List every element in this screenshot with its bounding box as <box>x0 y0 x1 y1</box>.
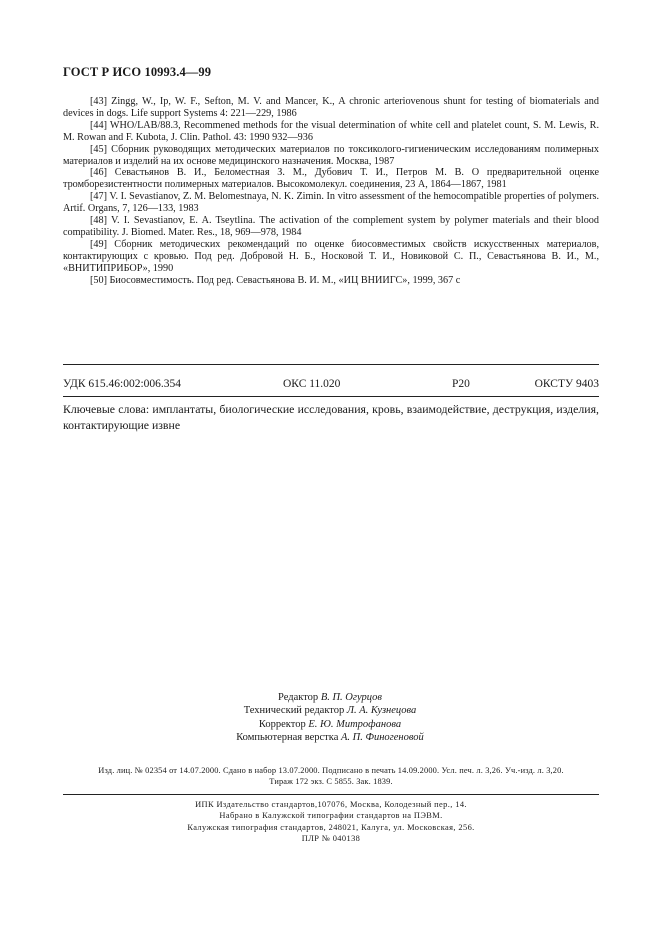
reference-47: [47] V. I. Sevastianov, Z. M. Belomestnaya, N. K. Zimin. In vitro assessment of the hemocompatible properties of polymers. Artif. Organs, 7, 126—133, 1983 <box>63 191 599 215</box>
oks-code: ОКС 11.020 <box>283 378 341 390</box>
staff-line-tech-editor <box>210 704 450 717</box>
printer-line-3: Калужская типография стандартов, 248021, Калуга, ул. Московская, 256. <box>187 822 475 832</box>
reference-43: [43] Zingg, W., Ip, W. F., Sefton, M. V. and Mancer, K., A chronic arteriovenous shunt for testing of biomaterials and devices in dogs. Life support Systems 4: 221—229, 1986 <box>63 96 599 119</box>
staff-line-layout <box>210 731 450 744</box>
reference-44: [44] WHO/LAB/88.3, Recommened methods for the visual determination of white cell and platelet count, S. M. Lewis, R. M. Rowan and F. Kubota, J. Clin. Pathol. 43: 1990 932—936 <box>63 119 599 143</box>
printer-line-2: Набрано в Калужской типографии стандартов на ПЭВМ. <box>219 811 443 821</box>
reference-50: [50] Биосовместимость. Под ред. Севастьянова В. И. М., «ИЦ ВНИИГС», 1999, 367 с <box>90 274 461 286</box>
reference-48: [48] V. I. Sevastianov, E. A. Tseytlina. The activation of the complement system by polymer materials and their blood compatibility. J. Biomed. Mater. Res., 18, 969—978, 1984 <box>63 215 599 238</box>
publication-info <box>63 766 599 787</box>
printer-line-1: ИПК Издательство стандартов,107076, Москва, Колодезный пер., 14. <box>195 800 467 809</box>
divider-middle <box>63 396 599 397</box>
reference-45: [45] Сборник руководящих методических материалов по токсиколого-гигиеническим исследованиям полимерных материалов и изделий на их основе медицинского назначения. Москва, 1987 <box>63 143 599 167</box>
staff-name: Е. Ю. Митрофанова <box>308 718 402 730</box>
printer-line-4: ПЛР № 040138 <box>301 834 361 844</box>
staff-name: Л. А. Кузнецова <box>346 705 417 717</box>
document-header: ГОСТ Р ИСО 10993.4—99 <box>63 65 212 79</box>
staff-role: Редактор <box>278 692 319 703</box>
staff-role: Технический редактор <box>243 705 345 717</box>
divider-bottom <box>63 794 599 795</box>
reference-49: [49] Сборник методических рекомендаций по оценке биосовместимых свойств искусственных материалов, контактирующих с кровью. Под ред. Добровой Н. Б., Носковой Т. И., Новиковой С. П., Севастьянова В. И., М., «ВНИТИПРИБОР», 1990 <box>63 238 599 274</box>
okstu-code: ОКСТУ 9403 <box>534 378 599 390</box>
staff-role: Корректор <box>258 718 306 730</box>
staff-name: В. П. Огурцов <box>320 692 382 703</box>
printer-info <box>63 799 599 845</box>
publication-line-2: Тираж 172 экз. С 5855. Зак. 1839. <box>269 776 393 786</box>
group-code: Р20 <box>452 378 470 390</box>
bibliography <box>63 96 599 287</box>
staff-line-editor <box>210 691 450 704</box>
staff-role: Компьютерная верстка <box>236 731 339 743</box>
classification-row <box>63 378 599 392</box>
divider-top <box>63 364 599 365</box>
udk-code: УДК 615.46:002:006.354 <box>63 378 182 390</box>
reference-46: [46] Севастьянов В. И., Беломестная З. М., Дубович Т. И., Петров М. В. О предварительной оценке тромборезистентности полимерных материалов. Высокомолекул. соединения, 23 А, 1864—1867, 1981 <box>63 167 599 191</box>
keywords: Ключевые слова: имплантаты, биологические исследования, кровь, взаимодействие, деструкция, изделия, контактирующие извне <box>63 402 599 432</box>
editorial-staff <box>210 691 450 744</box>
staff-name: А. П. Финогеновой <box>341 731 424 743</box>
publication-line-1: Изд. лиц. № 02354 от 14.07.2000. Сдано в набор 13.07.2000. Подписано в печать 14.09.2000. Усл. печ. л. 3,26. Уч.-изд. л. 3,20. <box>98 766 564 775</box>
staff-line-corrector <box>210 718 450 731</box>
